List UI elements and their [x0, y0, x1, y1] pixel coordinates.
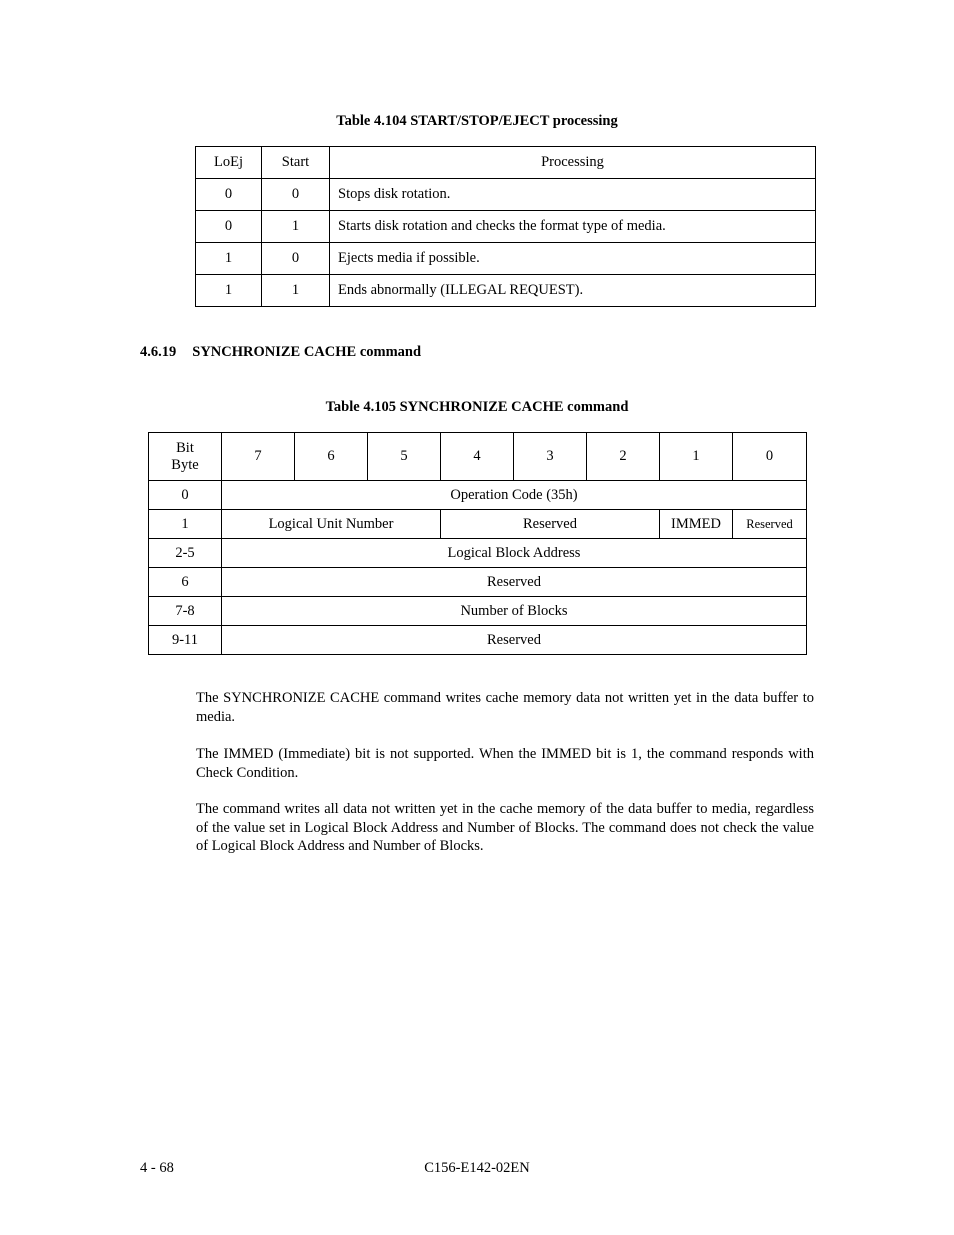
field-cell: Operation Code (35h)	[222, 481, 807, 510]
reserved-cell: Reserved	[441, 510, 660, 539]
byte-cell: 1	[149, 510, 222, 539]
byte-cell: 7-8	[149, 597, 222, 626]
cell-start: 1	[262, 211, 330, 243]
header-processing: Processing	[330, 147, 816, 179]
byte-cell: 9-11	[149, 626, 222, 655]
cell-start: 0	[262, 179, 330, 211]
header-loej: LoEj	[196, 147, 262, 179]
cell-loej: 1	[196, 243, 262, 275]
table-row	[196, 179, 816, 211]
table-row	[149, 481, 807, 510]
start-stop-eject-table	[195, 146, 816, 307]
bit-2-header: 2	[587, 433, 660, 481]
cell-loej: 1	[196, 275, 262, 307]
section-title: SYNCHRONIZE CACHE command	[192, 344, 422, 360]
field-cell: Reserved	[222, 568, 807, 597]
byte-cell: 0	[149, 481, 222, 510]
table-header-row	[196, 147, 816, 179]
table-row	[149, 539, 807, 568]
page-number: 4 - 68	[140, 1160, 174, 1176]
byte-cell: 6	[149, 568, 222, 597]
table-row	[149, 626, 807, 655]
lun-cell: Logical Unit Number	[222, 510, 441, 539]
cell-loej: 0	[196, 179, 262, 211]
bit-header-row	[149, 433, 807, 481]
field-cell: Logical Block Address	[222, 539, 807, 568]
cell-loej: 0	[196, 211, 262, 243]
cell-start: 0	[262, 243, 330, 275]
table-105-caption: Table 4.105 SYNCHRONIZE CACHE command	[325, 399, 629, 415]
document-id: C156-E142-02EN	[424, 1160, 530, 1176]
bit-label: Bit	[176, 439, 194, 456]
bit-byte-corner	[149, 433, 222, 481]
table-row	[196, 243, 816, 275]
section-heading	[140, 344, 421, 361]
reserved-bit0-cell: Reserved	[733, 510, 807, 539]
paragraph-behavior: The command writes all data not written yet in the cache memory of the data buffer to media, regardless of the value set in Logical Block Address and Number of Blocks. The command does not check the value of Logical Block Address and Number of Blocks.	[196, 801, 814, 854]
field-cell: Number of Blocks	[222, 597, 807, 626]
table-104-caption: Table 4.104 START/STOP/EJECT processing	[336, 113, 618, 129]
bit-3-header: 3	[514, 433, 587, 481]
header-start: Start	[262, 147, 330, 179]
byte-label: Byte	[171, 456, 199, 473]
bit-5-header: 5	[368, 433, 441, 481]
cell-processing: Starts disk rotation and checks the format type of media.	[330, 211, 816, 243]
bit-4-header: 4	[441, 433, 514, 481]
cell-start: 1	[262, 275, 330, 307]
table-row	[149, 510, 807, 539]
table-row	[196, 211, 816, 243]
section-number: 4.6.19	[140, 344, 177, 360]
bit-6-header: 6	[295, 433, 368, 481]
cell-processing: Ejects media if possible.	[330, 243, 816, 275]
bit-0-header: 0	[733, 433, 807, 481]
paragraph-description: The SYNCHRONIZE CACHE command writes cache memory data not written yet in the data buffer to media.	[196, 690, 814, 725]
byte-cell: 2-5	[149, 539, 222, 568]
immed-cell: IMMED	[660, 510, 733, 539]
cell-processing: Stops disk rotation.	[330, 179, 816, 211]
synchronize-cache-cdb-table	[148, 432, 807, 655]
bit-1-header: 1	[660, 433, 733, 481]
paragraph-immed: The IMMED (Immediate) bit is not supported. When the IMMED bit is 1, the command responds with Check Condition.	[196, 746, 814, 781]
table-row	[149, 597, 807, 626]
bit-7-header: 7	[222, 433, 295, 481]
table-row	[149, 568, 807, 597]
cell-processing: Ends abnormally (ILLEGAL REQUEST).	[330, 275, 816, 307]
table-row	[196, 275, 816, 307]
field-cell: Reserved	[222, 626, 807, 655]
